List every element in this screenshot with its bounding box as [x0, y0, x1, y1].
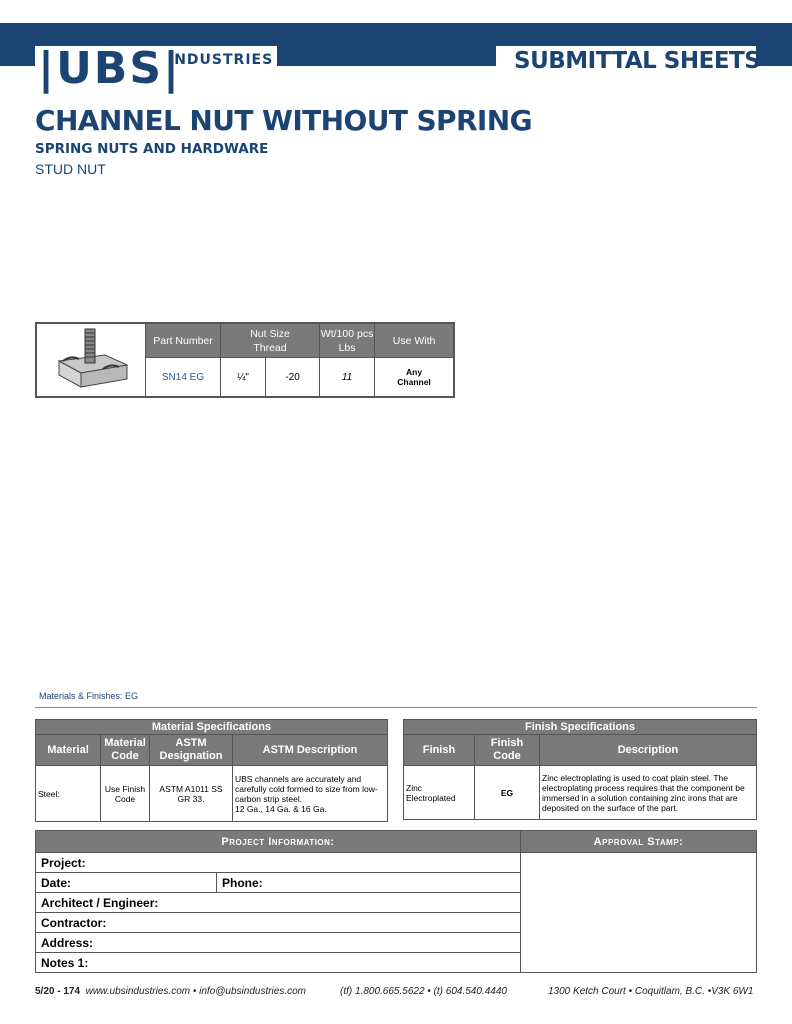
astm-description: UBS channels are accurately and carefully cold formed to size from low-carbon strip steel.: [235, 773, 378, 804]
header-material: Material: [36, 735, 101, 766]
header-description: Description: [540, 735, 757, 766]
header-finish-code: Finish Code: [475, 735, 540, 766]
finish-description: Zinc electroplating is used to coat plain steel. The electroplating process requires that the component be immersed in a solution containing zinc irons that are deposited on the surface of the part.: [540, 766, 757, 820]
thread: -20: [266, 358, 320, 398]
subcategory-title: STUD NUT: [35, 161, 106, 177]
use-with-1: Any: [406, 367, 423, 377]
header-part: Part Number: [153, 334, 213, 347]
header-thread: Thread: [253, 341, 287, 354]
table-row: [36, 766, 388, 822]
finish-specs-table: [403, 719, 757, 820]
date-field[interactable]: Date:: [36, 873, 217, 893]
project-info-title: Project Information:: [36, 831, 521, 853]
contractor-field[interactable]: Contractor:: [36, 913, 521, 933]
header-finish: Finish: [404, 735, 475, 766]
approval-stamp-title: Approval Stamp:: [521, 831, 757, 853]
section-title: SUBMITTAL SHEETS: [514, 48, 761, 74]
phone-field[interactable]: Phone:: [217, 873, 521, 893]
finish-specs-title: Finish Specifications: [404, 720, 757, 735]
header-astm-description: ASTM Description: [233, 735, 388, 766]
stud-nut-image-icon: [41, 325, 141, 391]
astm-designation: ASTM A1011 SS GR 33.: [150, 766, 233, 822]
astm-gauges: 12 Ga., 14 Ga. & 16 Ga.: [235, 803, 327, 814]
logo-industries: INDUSTRIES: [168, 52, 274, 68]
header-astm-designation: ASTM Designation: [150, 735, 233, 766]
header-material-code: Material Code: [101, 735, 150, 766]
footer-left: [35, 986, 306, 997]
finish: Zinc Electroplated: [404, 766, 475, 820]
address-field[interactable]: Address:: [36, 933, 521, 953]
part-number: SN14 EG: [146, 358, 221, 398]
footer-web-email[interactable]: www.ubsindustries.com • info@ubsindustries.com: [85, 986, 307, 997]
product-title: CHANNEL NUT WITHOUT SPRING: [35, 104, 532, 137]
footer-address: 1300 Ketch Court • Coquitlam, B.C. •V3K 6W1: [548, 986, 754, 997]
materials-finishes-label: Materials & Finishes: EG: [39, 691, 139, 701]
project-field[interactable]: Project:: [36, 853, 521, 873]
category-title: SPRING NUTS AND HARDWARE: [35, 141, 269, 157]
page-number: 5/20 - 174: [35, 986, 81, 997]
nut-size: ¼": [221, 358, 266, 398]
material-specs-title: Material Specifications: [36, 720, 388, 735]
header-weight: Wt/100 pcs: [320, 327, 374, 340]
header-weight-unit: Lbs: [338, 341, 356, 354]
header-nut-size: Nut Size: [250, 327, 290, 340]
notes-field[interactable]: Notes 1:: [36, 953, 521, 973]
header-use-with: Use With: [392, 334, 436, 347]
product-image-cell: [36, 323, 146, 397]
product-table: [35, 322, 455, 398]
footer-phones: (tf) 1.800.665.5622 • (t) 604.540.4440: [340, 986, 507, 997]
finish-code: EG: [475, 766, 540, 820]
project-info-table: [35, 830, 757, 973]
weight: 11: [320, 358, 375, 398]
material-code: Use Finish Code: [101, 766, 150, 822]
approval-stamp-area: [521, 853, 757, 973]
table-row: [404, 766, 757, 820]
divider: [35, 707, 757, 708]
material-specs-table: [35, 719, 388, 822]
architect-field[interactable]: Architect / Engineer:: [36, 893, 521, 913]
logo-ubs: |UBS|: [38, 43, 182, 94]
material: Steel:: [36, 766, 101, 822]
use-with-2: Channel: [397, 377, 431, 387]
